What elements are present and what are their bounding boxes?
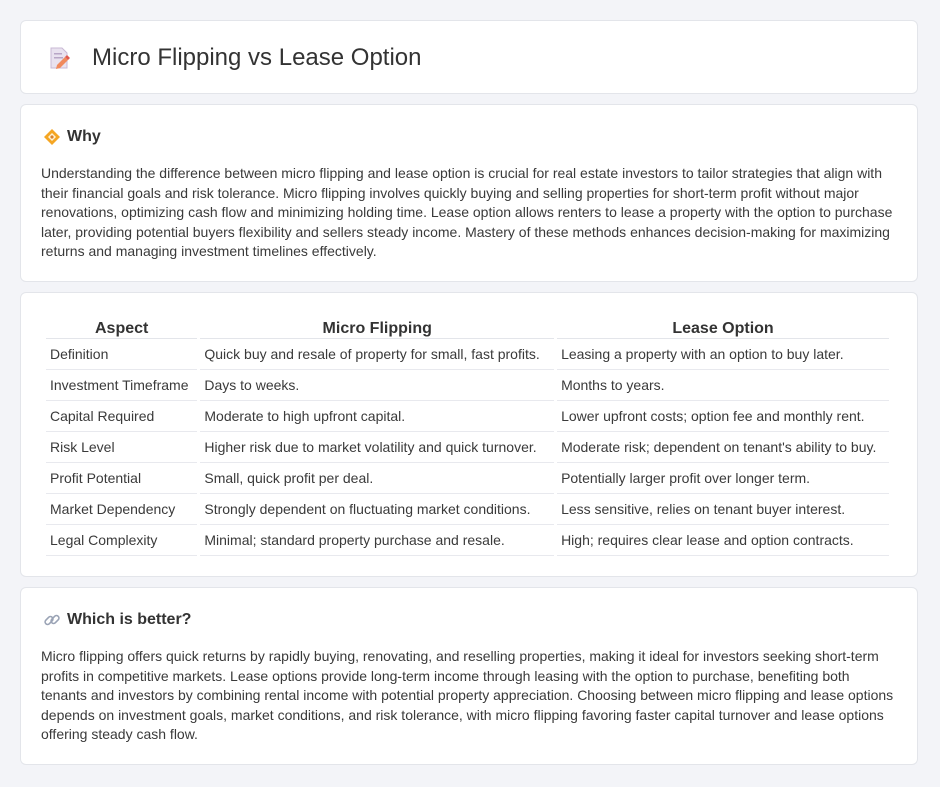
lease-option-cell: Moderate risk; dependent on tenant's ability to buy.: [557, 432, 889, 463]
aspect-cell: Profit Potential: [46, 463, 197, 494]
column-header-micro-flipping: Micro Flipping: [200, 314, 554, 339]
table-row: [46, 525, 889, 556]
lease-option-cell: Leasing a property with an option to buy later.: [557, 339, 889, 370]
aspect-cell: Definition: [46, 339, 197, 370]
table-row: [46, 401, 889, 432]
document-pen-icon: [45, 44, 73, 72]
page-title: Micro Flipping vs Lease Option: [92, 44, 422, 71]
better-text: Micro flipping offers quick returns by rapidly buying, renovating, and reselling properties, making it ideal for investors seeking short-term profits in competitive markets. Lease options provide long-term income through leasing with the option to purchase, benefiting both tenants and investors by combining rental income with potential property appreciation. Choosing between micro flipping and lease options depends on investment goals, market conditions, and risk tolerance, with micro flipping favoring faster capital turnover and lease options offering steady cash flow.: [41, 648, 894, 743]
comparison-section: [20, 292, 918, 577]
micro-flipping-cell: Days to weeks.: [200, 370, 554, 401]
micro-flipping-cell: Moderate to high upfront capital.: [200, 401, 554, 432]
micro-flipping-cell: Minimal; standard property purchase and resale.: [200, 525, 554, 556]
lease-option-cell: Months to years.: [557, 370, 889, 401]
why-section: [20, 104, 918, 282]
diamond-signal-icon: [43, 128, 61, 146]
table-row: [46, 370, 889, 401]
table-row: [46, 339, 889, 370]
micro-flipping-cell: Quick buy and resale of property for small, fast profits.: [200, 339, 554, 370]
which-is-better-section: [20, 587, 918, 765]
micro-flipping-cell: Higher risk due to market volatility and quick turnover.: [200, 432, 554, 463]
micro-flipping-cell: Strongly dependent on fluctuating market conditions.: [200, 494, 554, 525]
aspect-cell: Risk Level: [46, 432, 197, 463]
micro-flipping-cell: Small, quick profit per deal.: [200, 463, 554, 494]
table-row: [46, 432, 889, 463]
table-row: [46, 494, 889, 525]
aspect-cell: Investment Timeframe: [46, 370, 197, 401]
why-heading-row: [43, 127, 101, 147]
aspect-cell: Capital Required: [46, 401, 197, 432]
lease-option-cell: Potentially larger profit over longer term.: [557, 463, 889, 494]
comparison-table: [43, 314, 892, 556]
aspect-cell: Market Dependency: [46, 494, 197, 525]
why-heading: Why: [67, 128, 101, 145]
column-header-aspect: Aspect: [46, 314, 197, 339]
why-text: Understanding the difference between micro flipping and lease option is crucial for real estate investors to tailor strategies that align with their financial goals and risk tolerance. Micro flipping involves quickly buying and selling properties for short-term profit without major renovations, optimizing cash flow and minimizing holding time. Lease option allows renters to lease a property with the option to purchase later, providing potential buyers flexibility and sellers steady income. Mastery of these methods enhances decision-making for maximizing returns and managing investment timelines effectively.: [41, 165, 893, 260]
better-heading-row: [43, 610, 191, 630]
aspect-cell: Legal Complexity: [46, 525, 197, 556]
lease-option-cell: High; requires clear lease and option contracts.: [557, 525, 889, 556]
header-card: [20, 20, 918, 94]
table-header-row: [46, 314, 889, 339]
lease-option-cell: Lower upfront costs; option fee and monthly rent.: [557, 401, 889, 432]
lease-option-cell: Less sensitive, relies on tenant buyer interest.: [557, 494, 889, 525]
column-header-lease-option: Lease Option: [557, 314, 889, 339]
link-icon: [43, 611, 61, 629]
better-heading: Which is better?: [67, 611, 192, 628]
table-row: [46, 463, 889, 494]
